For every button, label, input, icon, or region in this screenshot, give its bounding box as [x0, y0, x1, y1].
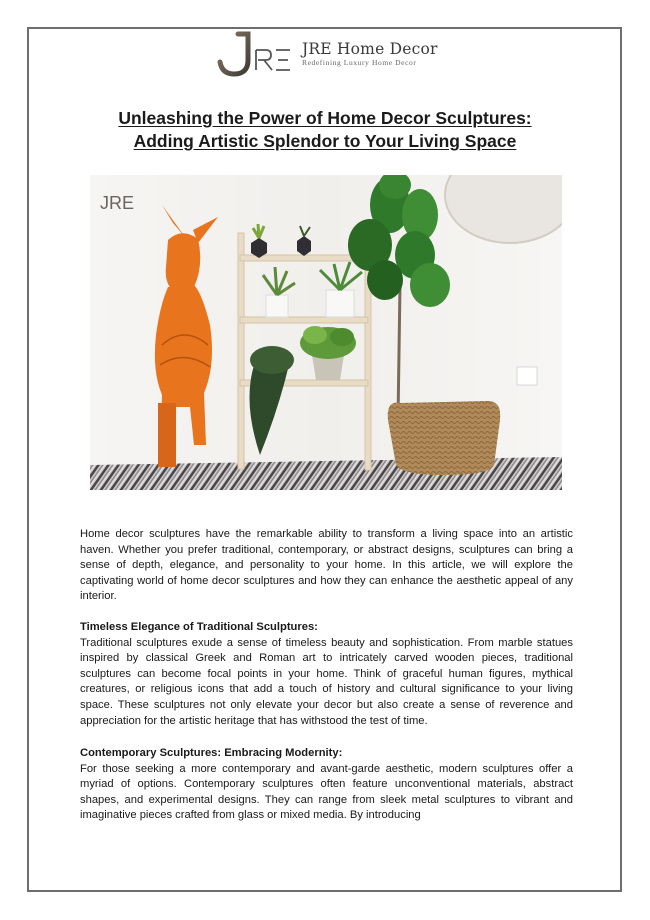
intro-text: Home decor sculptures have the remarkable ability to transform a living space into an artistic haven. Whether you prefer traditional, contemporary, or abstract designs, sculptures can bring a sense of depth, elegance, and personality to your home. In this article, we will explore the captivating world of home decor sculptures and how they can enhance the aesthetic appeal of any interior.: [80, 528, 573, 603]
section-traditional: [80, 620, 573, 729]
image-watermark: JRE: [100, 193, 135, 213]
title-line-2: Adding Artistic Splendor to Your Living Space: [133, 131, 517, 151]
brand-name: JRE Home Decor: [302, 40, 438, 58]
article-title: [60, 107, 590, 153]
jre-logo-icon: [216, 30, 296, 78]
section-contemporary: [80, 746, 573, 824]
section-body: Traditional sculptures exude a sense of timeless beauty and sophistication. From marble statues inspired by classical Greek and Roman art to intricately carved wooden pieces, traditional sculptures can become focal points in your home. Think of graceful human figures, mythical creatures, or religious icons that add a touch of history and cultural significance to your living space. These sculptures not only elevate your decor but also create a sense of reverence and appreciation for the artistic heritage that has withstood the test of time.: [80, 636, 573, 727]
title-line-1: Unleashing the Power of Home Decor Sculptures:: [118, 108, 532, 128]
hero-image: [90, 175, 562, 490]
section-body: For those seeking a more contemporary and avant-garde aesthetic, modern sculptures offer a myriad of options. Contemporary sculptures often feature unconventional materials, abstract shapes, and experimental designs. They can range from sleek metal sculptures to vibrant and imaginative pieces crafted from glass or mixed media. By introducing: [80, 762, 573, 822]
brand-logo: [216, 30, 438, 78]
section-heading: Contemporary Sculptures: Embracing Modernity:: [80, 747, 343, 759]
section-heading: Timeless Elegance of Traditional Sculptures:: [80, 621, 318, 633]
intro-paragraph: [80, 527, 573, 605]
brand-tagline: Redefining Luxury Home Decor: [302, 58, 417, 67]
